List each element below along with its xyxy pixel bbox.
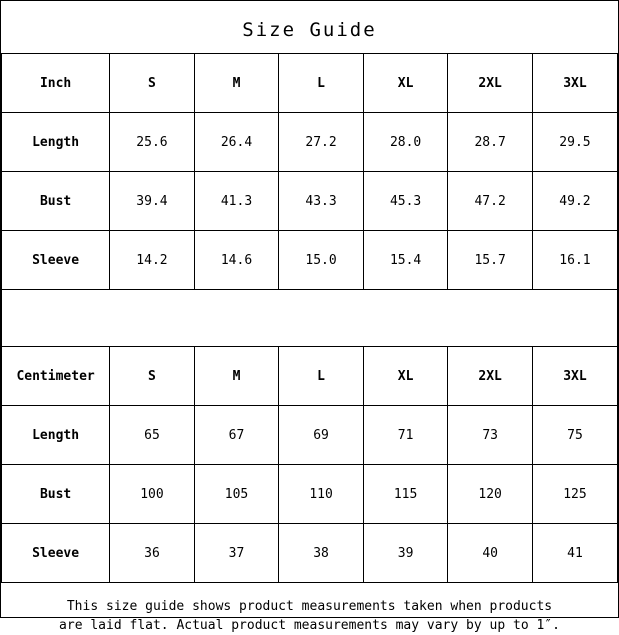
column-header-xl: XL bbox=[363, 54, 448, 113]
cell-bust-s: 100 bbox=[110, 465, 195, 524]
cell-length-3xl: 75 bbox=[532, 406, 617, 465]
row-label-bust: Bust bbox=[2, 172, 110, 231]
cell-bust-3xl: 125 bbox=[532, 465, 617, 524]
cell-length-l: 27.2 bbox=[279, 113, 364, 172]
table-row bbox=[2, 231, 617, 290]
row-label-bust: Bust bbox=[2, 465, 110, 524]
cell-sleeve-3xl: 41 bbox=[532, 524, 617, 583]
note-line-2: are laid flat. Actual product measurements may vary by up to 1″. bbox=[59, 618, 560, 633]
column-header-2xl: 2XL bbox=[448, 347, 533, 406]
cell-length-3xl: 29.5 bbox=[532, 113, 617, 172]
table-row bbox=[2, 406, 617, 465]
cell-length-xl: 71 bbox=[363, 406, 448, 465]
inch-table-wrapper bbox=[1, 53, 618, 290]
row-label-length: Length bbox=[2, 113, 110, 172]
column-header-l: L bbox=[279, 347, 364, 406]
cell-bust-2xl: 47.2 bbox=[448, 172, 533, 231]
table-header-row bbox=[2, 54, 617, 113]
cell-bust-2xl: 120 bbox=[448, 465, 533, 524]
cell-length-l: 69 bbox=[279, 406, 364, 465]
column-header-2xl: 2XL bbox=[448, 54, 533, 113]
cell-length-s: 65 bbox=[110, 406, 195, 465]
cell-sleeve-3xl: 16.1 bbox=[532, 231, 617, 290]
cell-sleeve-s: 36 bbox=[110, 524, 195, 583]
table-row bbox=[2, 524, 617, 583]
cell-sleeve-l: 15.0 bbox=[279, 231, 364, 290]
cell-sleeve-2xl: 40 bbox=[448, 524, 533, 583]
table-row bbox=[2, 172, 617, 231]
column-header-xl: XL bbox=[363, 347, 448, 406]
column-header-3xl: 3XL bbox=[532, 347, 617, 406]
table-separator bbox=[1, 290, 618, 346]
unit-label-centimeter: Centimeter bbox=[2, 347, 110, 406]
cell-bust-m: 41.3 bbox=[194, 172, 279, 231]
column-header-l: L bbox=[279, 54, 364, 113]
table-row bbox=[2, 113, 617, 172]
cell-sleeve-m: 14.6 bbox=[194, 231, 279, 290]
cell-bust-l: 110 bbox=[279, 465, 364, 524]
column-header-3xl: 3XL bbox=[532, 54, 617, 113]
cell-bust-xl: 115 bbox=[363, 465, 448, 524]
column-header-s: S bbox=[110, 54, 195, 113]
cell-bust-xl: 45.3 bbox=[363, 172, 448, 231]
table-header-row bbox=[2, 347, 617, 406]
page-title: Size Guide bbox=[242, 19, 377, 41]
cell-sleeve-2xl: 15.7 bbox=[448, 231, 533, 290]
cell-length-m: 26.4 bbox=[194, 113, 279, 172]
row-label-length: Length bbox=[2, 406, 110, 465]
cell-sleeve-m: 37 bbox=[194, 524, 279, 583]
cell-length-xl: 28.0 bbox=[363, 113, 448, 172]
cell-bust-m: 105 bbox=[194, 465, 279, 524]
size-guide-note bbox=[1, 583, 618, 635]
note-line-1: This size guide shows product measurements taken when products bbox=[66, 599, 553, 614]
cell-bust-3xl: 49.2 bbox=[532, 172, 617, 231]
cell-length-m: 67 bbox=[194, 406, 279, 465]
row-label-sleeve: Sleeve bbox=[2, 231, 110, 290]
cell-sleeve-xl: 39 bbox=[363, 524, 448, 583]
cell-sleeve-s: 14.2 bbox=[110, 231, 195, 290]
cell-length-2xl: 28.7 bbox=[448, 113, 533, 172]
column-header-m: M bbox=[194, 54, 279, 113]
column-header-s: S bbox=[110, 347, 195, 406]
row-label-sleeve: Sleeve bbox=[2, 524, 110, 583]
inch-size-table bbox=[2, 53, 617, 290]
centimeter-size-table bbox=[2, 346, 617, 583]
column-header-m: M bbox=[194, 347, 279, 406]
table-row bbox=[2, 465, 617, 524]
cell-length-2xl: 73 bbox=[448, 406, 533, 465]
centimeter-table-wrapper bbox=[1, 346, 618, 583]
cell-sleeve-xl: 15.4 bbox=[363, 231, 448, 290]
unit-label-inch: Inch bbox=[2, 54, 110, 113]
cell-bust-l: 43.3 bbox=[279, 172, 364, 231]
cell-sleeve-l: 38 bbox=[279, 524, 364, 583]
cell-length-s: 25.6 bbox=[110, 113, 195, 172]
cell-bust-s: 39.4 bbox=[110, 172, 195, 231]
